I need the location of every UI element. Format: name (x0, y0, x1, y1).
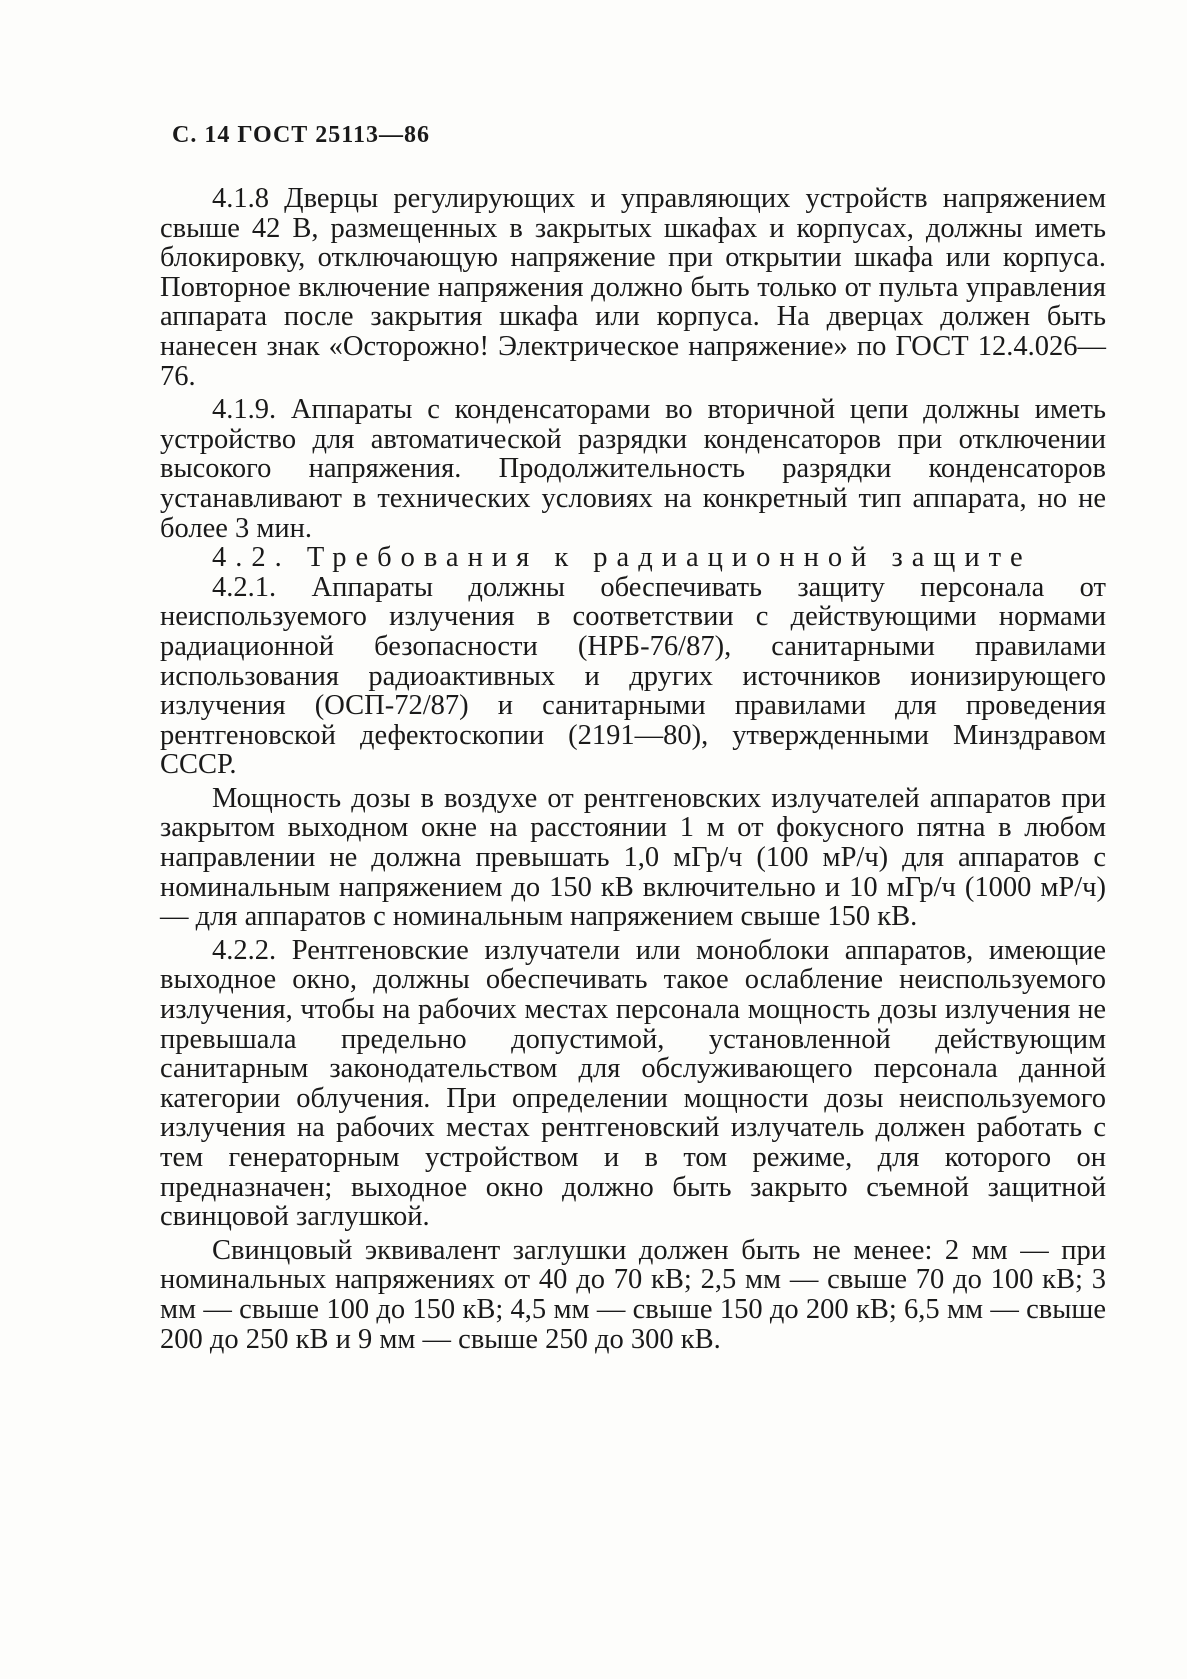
document-body (160, 184, 1106, 1354)
paragraph-4-2-1: 4.2.1. Аппараты должны обеспечивать защиту персонала от неиспользуемого излучения в соответствии с действующими нормами радиационной безопасности (НРБ-76/87), санитарными правилами использования радиоактивных и других источников ионизирующего излучения (ОСП-72/87) и санитарными правилами для проведения рентгеновской дефектоскопии (2191—80), утвержденными Минздравом СССР. (160, 571, 1106, 781)
paragraph-4-1-9: 4.1.9. Аппараты с конденсаторами во вторичной цепи должны иметь устройство для автоматической разрядки конденсаторов при отключении высокого напряжения. Продолжительность разрядки конденсаторов устанавливают в технических условиях на конкретный тип аппарата, но не более 3 мин. (160, 394, 1106, 544)
paragraph-4-2-2: 4.2.2. Рентгеновские излучатели или моноблоки аппаратов, имеющие выходное окно, должны обеспечивать такое ослабление неиспользуемого излучения, чтобы на рабочих местах персонала мощность дозы излучения не превышала предельно допустимой, установленной действующим санитарным законодательством для обслуживающего персонала данной категории облучения. При определении мощности дозы неиспользуемого излучения на рабочих местах рентгеновский излучатель должен работать с тем генераторным устройством и в том режиме, для которого он предназначен; выходное окно должно быть закрыто съемной защитной свинцовой заглушкой. (160, 934, 1106, 1233)
paragraph-dose-rate: Мощность дозы в воздухе от рентгеновских излучателей аппаратов при закрытом выходном окне на расстоянии 1 м от фокусного пятна в любом направлении не должна превышать 1,0 мГр/ч (100 мР/ч) для аппаратов с номинальным напряжением до 150 кВ включительно и 10 мГр/ч (1000 мР/ч) — для аппаратов с номинальным напряжением свыше 150 кВ. (160, 782, 1106, 933)
page-header: С. 14 ГОСТ 25113—86 (172, 122, 430, 148)
section-heading-4-2: 4.2. Требования к радиационной защите (212, 542, 1032, 574)
paragraph-lead-equivalent: Свинцовый эквивалент заглушки должен быть не менее: 2 мм — при номинальных напряжениях от 40 до 70 кВ; 2,5 мм — свыше 70 до 100 кВ; 3 мм — свыше 100 до 150 кВ; 4,5 мм — свыше 150 до 200 кВ; 6,5 мм — свыше 200 до 250 кВ и 9 мм — свыше 250 до 300 кВ. (160, 1234, 1106, 1355)
paragraph-4-1-8: 4.1.8 Дверцы регулирующих и управляющих устройств напряжением свыше 42 В, размещенных в закрытых шкафах и корпусах, должны иметь блокировку, отключающую напряжение при открытии шкафа или корпуса. Повторное включение напряжения должно быть только от пульта управления аппарата после закрытия шкафа или корпуса. На дверцах должен быть нанесен знак «Осторожно! Электрическое напряжение» по ГОСТ 12.4.026—76. (160, 183, 1106, 392)
